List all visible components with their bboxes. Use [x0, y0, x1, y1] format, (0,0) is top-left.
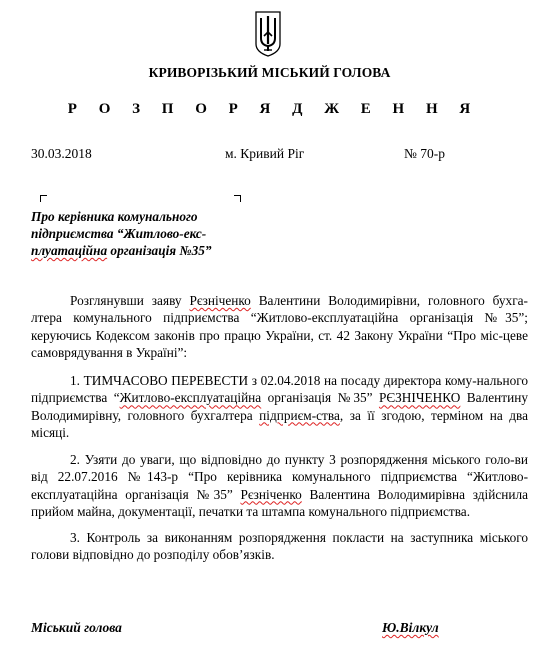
subject-bracket-right [234, 195, 241, 202]
text-run: Розглянувши заяву [70, 293, 190, 308]
subject-line [31, 242, 232, 259]
text-run: 3. Контроль за виконанням розпорядження покласти на заступника міського голови відповідно до розподілу обов’язків. [31, 530, 528, 563]
signature-position: Міський голова [31, 620, 122, 635]
subject-line: підприємства “Житлово-екс- [31, 226, 207, 241]
item-1-paragraph [31, 372, 528, 441]
text-run: Валентину Володимирівну, головного бухгалтера [31, 390, 528, 423]
subject-word: організація №35” [107, 243, 212, 258]
item-3-paragraph [31, 529, 528, 564]
text-run: 1. ТИМЧАСОВО ПЕРЕВЕСТИ з 02.04.2018 на посаду директора кому-нального підприємства “ [31, 373, 528, 406]
text-run: організація №35” [261, 390, 379, 406]
text-run: Житлово-експлуатаційна [119, 390, 262, 406]
trident-icon [253, 10, 283, 58]
subject-line: Про керівника комунального [31, 209, 198, 224]
text-run: підприєм-ства [259, 407, 340, 423]
document-number: № 70-р [404, 146, 446, 161]
document-date: 30.03.2018 [31, 146, 92, 161]
text-run: Рєзніченко [189, 293, 251, 308]
text-run: Валентини Володимирівни, головного бухга-лтера комунального підприємства “Житлово-експлуатаційна організація №35”; керуючись Кодексом законів про працю України, ст. 42 Закону України “Про міс-цеве самоврядування в Україні”: [31, 293, 528, 360]
subject-bracket-left [40, 195, 47, 202]
item-2-paragraph [31, 451, 528, 520]
signature-name: Ю.Вілкул [382, 620, 439, 635]
text-run: Рєзніченко [240, 486, 302, 502]
text-run: Валентина Володимирівна здійснила прийом майна, документації, печатки та штампа комунального підприємства. [31, 486, 528, 519]
text-run: РЄЗНІЧЕНКО [378, 390, 461, 406]
preamble-paragraph [31, 292, 528, 361]
organization-name: КРИВОРІЗЬКИЙ МІСЬКИЙ ГОЛОВА [148, 65, 391, 80]
document-subject [31, 208, 232, 259]
text-run: , за її згодою, терміном на два місяці. [31, 407, 528, 440]
subject-word: плуатаційна [31, 243, 108, 258]
document-title: Р О З П О Р Я Д Ж Е Н Н Я [67, 101, 480, 117]
document-place: м. Кривий Ріг [225, 146, 305, 161]
text-run: 2. Узяти до уваги, що відповідно до пункту 3 розпорядження міського голо-ви від 22.07.2016 №143-р “Про керівника комунального підприємства “Житлово-експлуатаційна організація №35” [31, 452, 528, 502]
